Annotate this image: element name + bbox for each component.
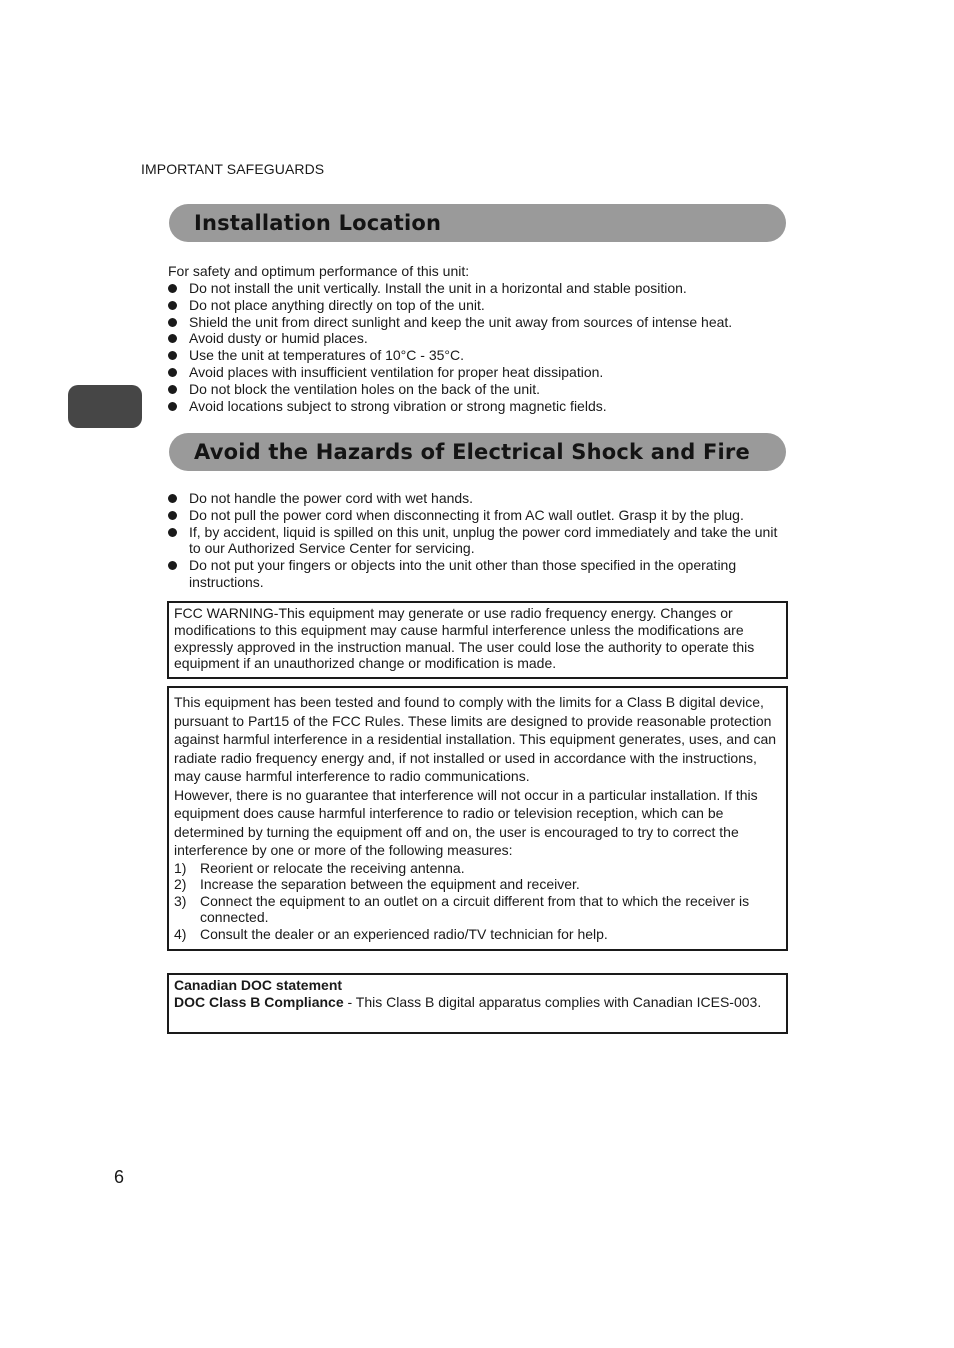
list-item-text: Do not install the unit vertically. Install the unit in a horizontal and stable position.	[189, 280, 687, 296]
installation-intro: For safety and optimum performance of this unit:	[168, 263, 470, 279]
measure-text: Increase the separation between the equipment and receiver.	[200, 876, 580, 893]
hazards-list	[168, 490, 788, 591]
bullet-icon	[168, 561, 177, 570]
chapter-tab	[68, 385, 142, 428]
fcc-compliance-box	[167, 686, 788, 951]
bullet-icon	[168, 368, 177, 377]
list-item	[168, 280, 788, 297]
bullet-icon	[168, 511, 177, 520]
bullet-icon	[168, 385, 177, 394]
bullet-icon	[168, 494, 177, 503]
bullet-icon	[168, 301, 177, 310]
list-item	[168, 347, 788, 364]
hazards-section-title: Avoid the Hazards of Electrical Shock and Fire	[194, 440, 750, 464]
list-item-text: If, by accident, liquid is spilled on this unit, unplug the power cord immediately and take the unit to our Authorized Service Center for servicing.	[189, 523, 778, 557]
fcc-warning-text: FCC WARNING-This equipment may generate or use radio frequency energy. Changes or modifications to this equipment may cause harmful interference unless the modifications are expressly approved in the instruction manual. The user could lose the authority to operate this equipment if an unauthorized change or modification is made.	[174, 605, 755, 672]
measure-number: 4)	[174, 925, 187, 942]
bullet-icon	[168, 402, 177, 411]
list-item	[168, 330, 788, 347]
measure-text: Connect the equipment to an outlet on a circuit different from that to which the receiver is connected.	[200, 892, 750, 926]
measure-item	[174, 893, 780, 926]
list-item	[168, 524, 788, 558]
running-header: IMPORTANT SAFEGUARDS	[141, 161, 325, 177]
list-item-text: Do not handle the power cord with wet hands.	[189, 490, 474, 506]
list-item	[168, 490, 788, 507]
installation-section-title: Installation Location	[194, 211, 442, 235]
bullet-icon	[168, 334, 177, 343]
list-item-text: Do not pull the power cord when disconnecting it from AC wall outlet. Grasp it by the plug.	[189, 506, 744, 523]
list-item	[168, 381, 788, 398]
bullet-icon	[168, 351, 177, 360]
list-item	[168, 297, 788, 314]
page-number: 6	[114, 1167, 125, 1187]
fcc-measures-list	[174, 860, 780, 943]
canadian-doc-box	[167, 973, 788, 1034]
list-item	[168, 398, 788, 415]
measure-number: 2)	[174, 876, 187, 893]
measure-number: 1)	[174, 859, 187, 876]
measure-text: Consult the dealer or an experienced radio/TV technician for help.	[200, 925, 608, 942]
bullet-icon	[168, 318, 177, 327]
list-item-text: Avoid places with insufficient ventilation for proper heat dissipation.	[189, 363, 604, 380]
fcc-compliance-paragraph: This equipment has been tested and found to comply with the limits for a Class B digital device, pursuant to Part15 of the FCC Rules. These limits are designed to provide reasonable protection against harmful interference in a residential installation. This equipment generates, uses, and can radiate radio frequency energy and, if not installed or used in accordance with the instructions, may cause harmful interference to radio communications.	[174, 694, 777, 784]
measure-item	[174, 860, 780, 877]
bullet-icon	[168, 528, 177, 537]
list-item	[168, 557, 788, 591]
list-item-text: Do not block the ventilation holes on the back of the unit.	[189, 380, 541, 397]
list-item-text: Do not put your fingers or objects into the unit other than those specified in the operating instructions.	[189, 557, 737, 590]
doc-compliance-text: - This Class B digital apparatus complies with Canadian ICES-003.	[343, 993, 762, 1010]
hazards-section-bar	[169, 433, 786, 471]
measure-number: 3)	[174, 892, 187, 909]
list-item-text: Do not place anything directly on top of the unit.	[189, 296, 485, 313]
installation-list	[168, 280, 788, 414]
list-item-text: Shield the unit from direct sunlight and keep the unit away from sources of intense heat.	[189, 313, 733, 330]
list-item	[168, 507, 788, 524]
list-item-text: Use the unit at temperatures of 10°C - 35°C.	[189, 347, 464, 364]
list-item-text: Avoid locations subject to strong vibration or strong magnetic fields.	[189, 397, 607, 414]
bullet-icon	[168, 284, 177, 293]
list-item-text: Avoid dusty or humid places.	[189, 330, 368, 347]
fcc-compliance-paragraph: However, there is no guarantee that interference will not occur in a particular installation. If this equipment does cause harmful interference to radio or television reception, which can be determined by turning the equipment off and on, the user is encouraged to try to correct the interference by one or more of the following measures:	[174, 786, 758, 858]
list-item	[168, 314, 788, 331]
list-item	[168, 364, 788, 381]
measure-item	[174, 926, 780, 943]
measure-text: Reorient or relocate the receiving antenna.	[200, 859, 465, 876]
fcc-warning-box	[167, 601, 788, 679]
installation-section-bar	[169, 204, 786, 242]
measure-item	[174, 876, 780, 893]
canadian-doc-body	[174, 994, 780, 1011]
canadian-doc-heading: Canadian DOC statement	[174, 977, 343, 993]
doc-compliance-label: DOC Class B Compliance	[174, 993, 344, 1010]
